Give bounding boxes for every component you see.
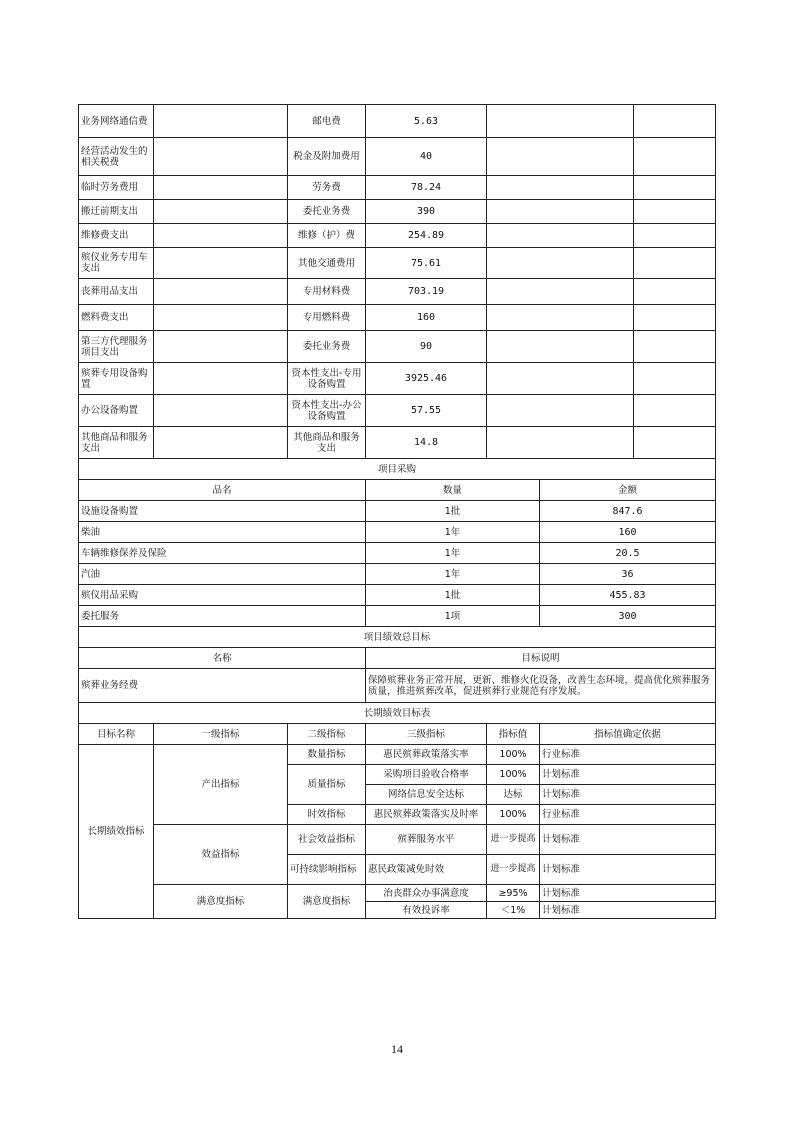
- level3-indicator: 治丧群众办事满意度: [366, 885, 487, 902]
- procurement-qty: 1批: [366, 585, 540, 606]
- header-level1: 一级指标: [154, 724, 288, 745]
- economic-row: [79, 279, 716, 305]
- indicator-value: 达标: [487, 785, 540, 805]
- level2-quality: 质量指标: [288, 765, 366, 805]
- procurement-qty: 1年: [366, 543, 540, 564]
- amount: 160: [366, 305, 487, 331]
- level2-satisfaction: 满意度指标: [288, 885, 366, 919]
- indicator-value: 100%: [487, 745, 540, 765]
- procurement-row: [79, 543, 716, 564]
- indicator-basis: 计划标准: [540, 885, 716, 902]
- procurement-row: [79, 585, 716, 606]
- procurement-name: 殡仪用品采购: [79, 585, 366, 606]
- category: 资本性支出-专用设备购置: [288, 363, 366, 395]
- level3-indicator: 惠民政策减免时效: [366, 855, 487, 885]
- procurement-amount: 455.83: [540, 585, 716, 606]
- procurement-amount: 160: [540, 522, 716, 543]
- long-term-title: 长期绩效目标表: [79, 703, 716, 724]
- item-name: 其他商品和服务支出: [79, 427, 154, 459]
- item-name: 业务网络通信费: [79, 105, 154, 138]
- overall-goal-row: [79, 669, 716, 703]
- procurement-row: [79, 522, 716, 543]
- header-basis: 指标值确定依据: [540, 724, 716, 745]
- indicator-basis: 行业标准: [540, 745, 716, 765]
- header-value: 指标值: [487, 724, 540, 745]
- indicator-row: [79, 745, 716, 765]
- economic-row: [79, 363, 716, 395]
- procurement-name: 车辆维修保养及保险: [79, 543, 366, 564]
- category: 委托业务费: [288, 200, 366, 224]
- procurement-title: 项目采购: [79, 459, 716, 480]
- indicator-basis: 计划标准: [540, 902, 716, 919]
- item-name: 殡葬专用设备购置: [79, 363, 154, 395]
- overall-goal-title: 项目绩效总目标: [79, 627, 716, 648]
- procurement-name: 设施设备购置: [79, 501, 366, 522]
- long-term-header-row: [79, 724, 716, 745]
- indicator-basis: 计划标准: [540, 765, 716, 785]
- indicator-basis: 计划标准: [540, 825, 716, 855]
- level2-quantity: 数量指标: [288, 745, 366, 765]
- indicator-value: 进一步提高: [487, 855, 540, 885]
- procurement-amount: 20.5: [540, 543, 716, 564]
- header-level3: 三级指标: [366, 724, 487, 745]
- indicator-value: ≥95%: [487, 885, 540, 902]
- item-name: 丧葬用品支出: [79, 279, 154, 305]
- indicator-value: 进一步提高: [487, 825, 540, 855]
- goal-cell: 长期绩效指标: [79, 745, 154, 919]
- economic-row: [79, 176, 716, 200]
- category: 税金及附加费用: [288, 138, 366, 176]
- amount: 57.55: [366, 395, 487, 427]
- economic-row: [79, 305, 716, 331]
- procurement-row: [79, 606, 716, 627]
- indicator-value: 100%: [487, 805, 540, 825]
- level1-effect: 效益指标: [154, 825, 288, 885]
- procurement-header-row: [79, 480, 716, 501]
- category: 其他商品和服务支出: [288, 427, 366, 459]
- indicator-basis: 计划标准: [540, 785, 716, 805]
- budget-table-sheet: [78, 104, 715, 919]
- category: 劳务费: [288, 176, 366, 200]
- amount: 75.61: [366, 248, 487, 279]
- category: 专用燃料费: [288, 305, 366, 331]
- procurement-row: [79, 564, 716, 585]
- header-goal-name: 名称: [79, 648, 366, 669]
- budget-table: [78, 104, 716, 919]
- indicator-value: ＜1%: [487, 902, 540, 919]
- economic-row: [79, 105, 716, 138]
- economic-row: [79, 395, 716, 427]
- item-name: 第三方代理服务项目支出: [79, 331, 154, 363]
- level1-satisfaction: 满意度指标: [154, 885, 288, 919]
- header-amount: 金额: [540, 480, 716, 501]
- level3-indicator: 殡葬服务水平: [366, 825, 487, 855]
- procurement-name: 汽油: [79, 564, 366, 585]
- header-level2: 二级指标: [288, 724, 366, 745]
- goal-name: 殡葬业务经费: [79, 669, 366, 703]
- level3-indicator: 惠民殡葬政策落实率: [366, 745, 487, 765]
- amount: 3925.46: [366, 363, 487, 395]
- amount: 5.63: [366, 105, 487, 138]
- amount: 703.19: [366, 279, 487, 305]
- category: 资本性支出-办公设备购置: [288, 395, 366, 427]
- economic-row: [79, 200, 716, 224]
- amount: 254.89: [366, 224, 487, 248]
- amount: 90: [366, 331, 487, 363]
- amount: 40: [366, 138, 487, 176]
- item-name: 燃料费支出: [79, 305, 154, 331]
- level2-sustain: 可持续影响指标: [288, 855, 366, 885]
- item-name: 殡仪业务专用车支出: [79, 248, 154, 279]
- procurement-name: 柴油: [79, 522, 366, 543]
- category: 邮电费: [288, 105, 366, 138]
- economic-row: [79, 224, 716, 248]
- item-name: 临时劳务费用: [79, 176, 154, 200]
- procurement-qty: 1年: [366, 522, 540, 543]
- goal-description: 保障殡葬业务正常开展，更新、维修火化设备，改善生态环境，提高优化殡葬服务质量，推进殡葬改革，促进殡葬行业规范有序发展。: [366, 669, 716, 703]
- level1-output: 产出指标: [154, 745, 288, 825]
- header-goal: 目标名称: [79, 724, 154, 745]
- category: 其他交通费用: [288, 248, 366, 279]
- header-goal-desc: 目标说明: [366, 648, 716, 669]
- level3-indicator: 采购项目验收合格率: [366, 765, 487, 785]
- procurement-name: 委托服务: [79, 606, 366, 627]
- procurement-qty: 1项: [366, 606, 540, 627]
- category: 维修（护）费: [288, 224, 366, 248]
- overall-goal-header-row: [79, 648, 716, 669]
- economic-row: [79, 427, 716, 459]
- economic-row: [79, 138, 716, 176]
- level3-indicator: 惠民殡葬政策落实及时率: [366, 805, 487, 825]
- level3-indicator: 有效投诉率: [366, 902, 487, 919]
- level3-indicator: 网络信息安全达标: [366, 785, 487, 805]
- item-name: 搬迁前期支出: [79, 200, 154, 224]
- level2-timeliness: 时效指标: [288, 805, 366, 825]
- amount: 14.8: [366, 427, 487, 459]
- item-name: 维修费支出: [79, 224, 154, 248]
- procurement-amount: 300: [540, 606, 716, 627]
- item-name: 办公设备购置: [79, 395, 154, 427]
- amount: 78.24: [366, 176, 487, 200]
- procurement-qty: 1年: [366, 564, 540, 585]
- economic-row: [79, 248, 716, 279]
- procurement-amount: 36: [540, 564, 716, 585]
- economic-row: [79, 331, 716, 363]
- header-qty: 数量: [366, 480, 540, 501]
- indicator-value: 100%: [487, 765, 540, 785]
- procurement-qty: 1批: [366, 501, 540, 522]
- header-name: 品名: [79, 480, 366, 501]
- level2-social: 社会效益指标: [288, 825, 366, 855]
- page-number: 14: [391, 1042, 403, 1056]
- procurement-amount: 847.6: [540, 501, 716, 522]
- indicator-row: [79, 825, 716, 855]
- indicator-row: [79, 885, 716, 902]
- procurement-row: [79, 501, 716, 522]
- category: 委托业务费: [288, 331, 366, 363]
- item-name: 经营活动发生的相关税费: [79, 138, 154, 176]
- category: 专用材料费: [288, 279, 366, 305]
- amount: 390: [366, 200, 487, 224]
- indicator-basis: 行业标准: [540, 805, 716, 825]
- indicator-basis: 计划标准: [540, 855, 716, 885]
